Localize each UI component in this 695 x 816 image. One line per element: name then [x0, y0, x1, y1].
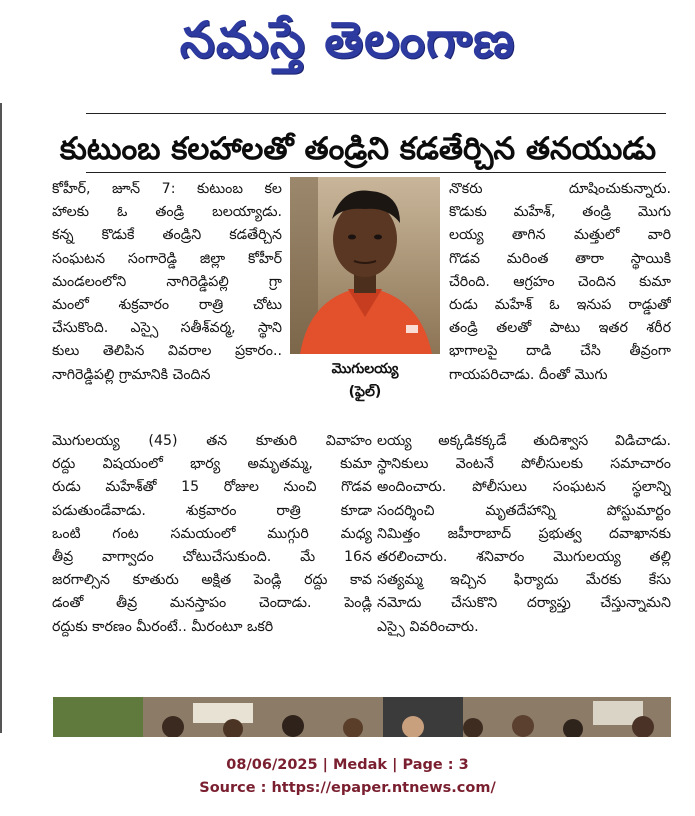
article-line: పడుతుండేవాడు. శుక్రవారం రాత్రి కూడా [52, 502, 372, 519]
article-line: లయ్య తాగిన మత్తులో వారి [449, 227, 671, 244]
article-line: రద్దు విషయంలో భార్య అమృతమ్మ, కుమా [52, 456, 372, 473]
column-1-top [52, 178, 282, 387]
article-line: ఒంటి గంట సమయంలో ముగ్గురి మధ్య [52, 525, 372, 542]
article-line: సంఘటన సంగారెడ్డి జిల్లా కోహీర్ [52, 250, 282, 267]
article-line: చేరింది. ఆగ్రహం చెందిన కుమా [449, 273, 671, 290]
top-divider [86, 113, 666, 114]
article-line: నొకరు దూషించుకున్నారు. [449, 181, 671, 197]
group-photo-strip [53, 697, 671, 737]
article-line: మంలో శుక్రవారం రాత్రి చోటు [52, 296, 282, 313]
article-line: సత్యమ్మ ఇచ్చిన ఫిర్యాదు మేరకు కేసు [377, 572, 671, 589]
article-line: మండలంలోని నాగిరెడ్డిపల్లి గ్రా [52, 273, 282, 290]
footer-source-line: Source : https://epaper.ntnews.com/ [199, 780, 496, 796]
article-line: రద్దుకు కారణం మీరంటే.. మీరంటూ ఒకరి [52, 618, 274, 635]
page-border [0, 103, 2, 733]
article-line: కోహీర్, జూన్ 7: కుటుంబ కల [52, 181, 282, 197]
article-line: డంతో తీవ్ర మనస్తాపం చెందాడు. పెండ్లి [52, 595, 372, 612]
column-1-bottom [52, 430, 372, 639]
article-line: అందించారు. పోలీసులు సంఘటన స్థలాన్ని [377, 479, 671, 496]
article-line: నిమిత్తం జహీరాబాద్ ప్రభుత్వ దవాఖానకు [377, 525, 671, 542]
newspaper-title: నమస్తే తెలంగాణ [179, 11, 516, 69]
article-line: తీవ్ర వాగ్వాదం చోటుచేసుకుంది. మే 16న [52, 548, 372, 565]
photo-caption [290, 358, 440, 404]
article-line: స్థానికులు వెంటనే పోలీసులకు సమాచారం [377, 456, 671, 473]
article-line: తండ్రి తలతో పాటు ఇతర శరీర [449, 320, 671, 337]
article-line: గొడవ మరింత తారా స్థాయికి [449, 250, 671, 267]
masthead [0, 8, 695, 72]
caption-name: మొగులయ్య [331, 361, 399, 377]
article-line: జరగాల్సిన కూతురు అక్షిత పెండ్లి రద్దు కావ [52, 572, 372, 589]
column-2-top [449, 178, 671, 387]
article-line: భాగాలపై దాడి చేసి తీవ్రంగా [449, 343, 671, 360]
article-headline: కుటుంబ కలహాలతో తండ్రిని కడతేర్చిన తనయుడు [59, 131, 657, 167]
article-line: లయ్య అక్కడికక్కడే తుదిశ్వాస విడిచాడు. [377, 433, 671, 449]
article-line: హాలకు ఓ తండ్రి బలయ్యాడు. [52, 204, 282, 221]
article-line: గాయపరిచాడు. దీంతో మొగు [449, 366, 608, 383]
article-line: నమోదు చేసుకొని దర్యాప్తు చేస్తున్నామని [377, 595, 671, 612]
article-line: కన్న కొడుకే తండ్రిని కడతేర్చిన [52, 227, 282, 244]
footer-date-line: 08/06/2025 | Medak | Page : 3 [226, 757, 469, 773]
article-line: ఎస్సై వివరించారు. [377, 618, 479, 635]
article-line: చేసుకొంది. ఎస్సై సతీశ్‌వర్మ, స్థాని [52, 320, 282, 337]
article-line: నాగిరెడ్డిపల్లి గ్రామానికి చెందిన [52, 366, 211, 383]
caption-note: (ఫైల్) [348, 384, 382, 400]
article-line: కొడుకు మహేశ్, తండ్రి మొగు [449, 204, 671, 221]
article-line: మొగులయ్య (45) తన కూతురి వివాహం [52, 433, 372, 449]
article-line: సందర్శించి మృతదేహాన్ని పోస్టుమార్టం [377, 502, 671, 519]
portrait-photo [290, 177, 440, 354]
article-line: కులు తెలిపిన వివరాల ప్రకారం.. [52, 343, 282, 360]
column-2-bottom [377, 430, 671, 639]
article-line: తరలించారు. శనివారం మొగులయ్య తల్లి [377, 548, 671, 565]
article-line: రుడు మహేశ్ ఓ ఇనుప రాడ్డుతో [449, 296, 671, 313]
headline-divider [86, 172, 666, 173]
article-line: రుడు మహేశ్‌తో 15 రోజుల నుంచి గొడవ [52, 479, 372, 496]
